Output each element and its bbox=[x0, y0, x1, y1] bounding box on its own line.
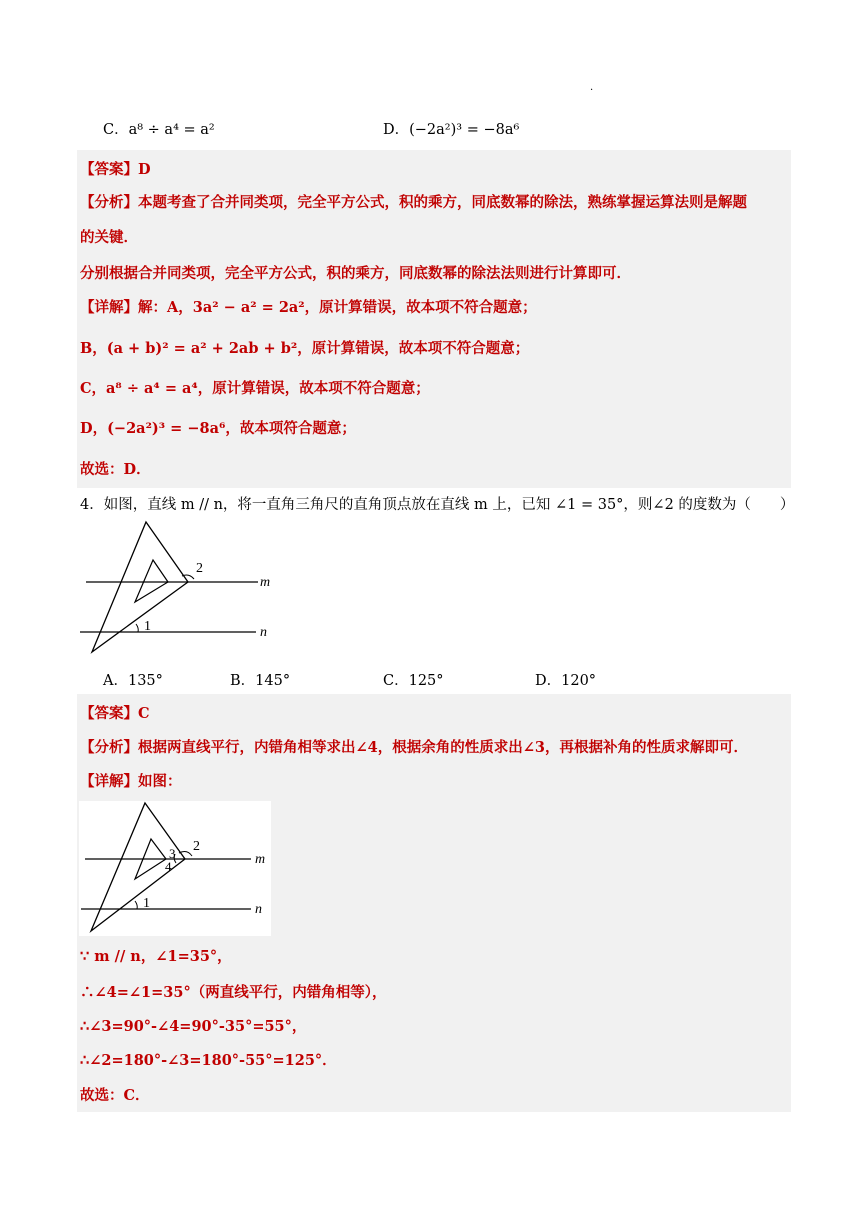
q4-step1: ∵ m // n，∠1=35°， bbox=[80, 948, 232, 965]
angle2-label: 2 bbox=[196, 561, 203, 576]
line-n-label: n bbox=[255, 902, 262, 917]
q4-analysis: 【分析】根据两直线平行，内错角相等求出∠4，根据余角的性质求出∠3，再根据补角的性质求解即可． bbox=[80, 739, 748, 756]
angle1-arc bbox=[135, 901, 137, 909]
q3-detail-a: 【详解】解：A，3a² − a² = 2a²，原计算错误，故本项不符合题意； bbox=[80, 299, 537, 316]
angle1-label: 1 bbox=[144, 619, 151, 634]
angle3-label: 3 bbox=[169, 846, 176, 861]
q4-option-c: C．125° bbox=[383, 673, 444, 689]
angle1-label: 1 bbox=[143, 896, 150, 911]
q4-figure bbox=[78, 520, 288, 656]
q4-step2: ∴∠4=∠1=35°（两直线平行，内错角相等）， bbox=[80, 984, 387, 1001]
q3-analysis-line3: 分别根据合并同类项，完全平方公式，积的乘方，同底数幂的除法法则进行计算即可． bbox=[80, 265, 631, 282]
q4-option-a: A．135° bbox=[103, 673, 163, 689]
q3-detail-b: B，(a + b)² = a² + 2ab + b²，原计算错误，故本项不符合题意； bbox=[80, 340, 530, 357]
angle1-arc bbox=[136, 624, 138, 632]
q3-option-d: D．(−2a²)³ = −8a⁶ bbox=[383, 122, 520, 138]
q4-answer: 【答案】C bbox=[80, 705, 150, 722]
q4-step4: ∴∠2=180°-∠3=180°-55°=125°． bbox=[80, 1052, 337, 1069]
top-dot: . bbox=[590, 82, 594, 93]
q3-analysis-line2: 的关键． bbox=[80, 229, 138, 246]
q4-stem: 4．如图，直线 m // n，将一直角三角尺的直角顶点放在直线 m 上，已知 ∠1 = 35°，则∠2 的度数为（ ） bbox=[80, 497, 795, 513]
q3-answer: 【答案】D bbox=[80, 161, 151, 178]
line-m-label: m bbox=[260, 575, 271, 590]
q4-option-b: B．145° bbox=[230, 673, 291, 689]
q4-choose: 故选：C． bbox=[80, 1087, 150, 1104]
q3-option-c: C．a⁸ ÷ a⁴ = a² bbox=[103, 122, 215, 138]
q3-choose: 故选：D． bbox=[80, 461, 151, 478]
q4-option-d: D．120° bbox=[535, 673, 597, 689]
line-m-label: m bbox=[255, 852, 266, 867]
angle4-label: 4 bbox=[165, 859, 172, 874]
triangle-inner bbox=[135, 560, 168, 602]
q4-solution-figure bbox=[79, 801, 271, 936]
line-n-label: n bbox=[260, 625, 267, 640]
q3-detail-c: C，a⁸ ÷ a⁴ = a⁴，原计算错误，故本项不符合题意； bbox=[80, 380, 430, 397]
q4-step3: ∴∠3=90°-∠4=90°-35°=55°， bbox=[80, 1018, 307, 1035]
q3-analysis-line1: 【分析】本题考查了合并同类项，完全平方公式，积的乘方，同底数幂的除法，熟练掌握运算法则是解题 bbox=[80, 194, 747, 211]
angle2-label: 2 bbox=[193, 839, 200, 854]
q3-detail-d: D，(−2a²)³ = −8a⁶，故本项符合题意； bbox=[80, 420, 356, 437]
q4-detail-intro: 【详解】如图： bbox=[80, 773, 182, 790]
